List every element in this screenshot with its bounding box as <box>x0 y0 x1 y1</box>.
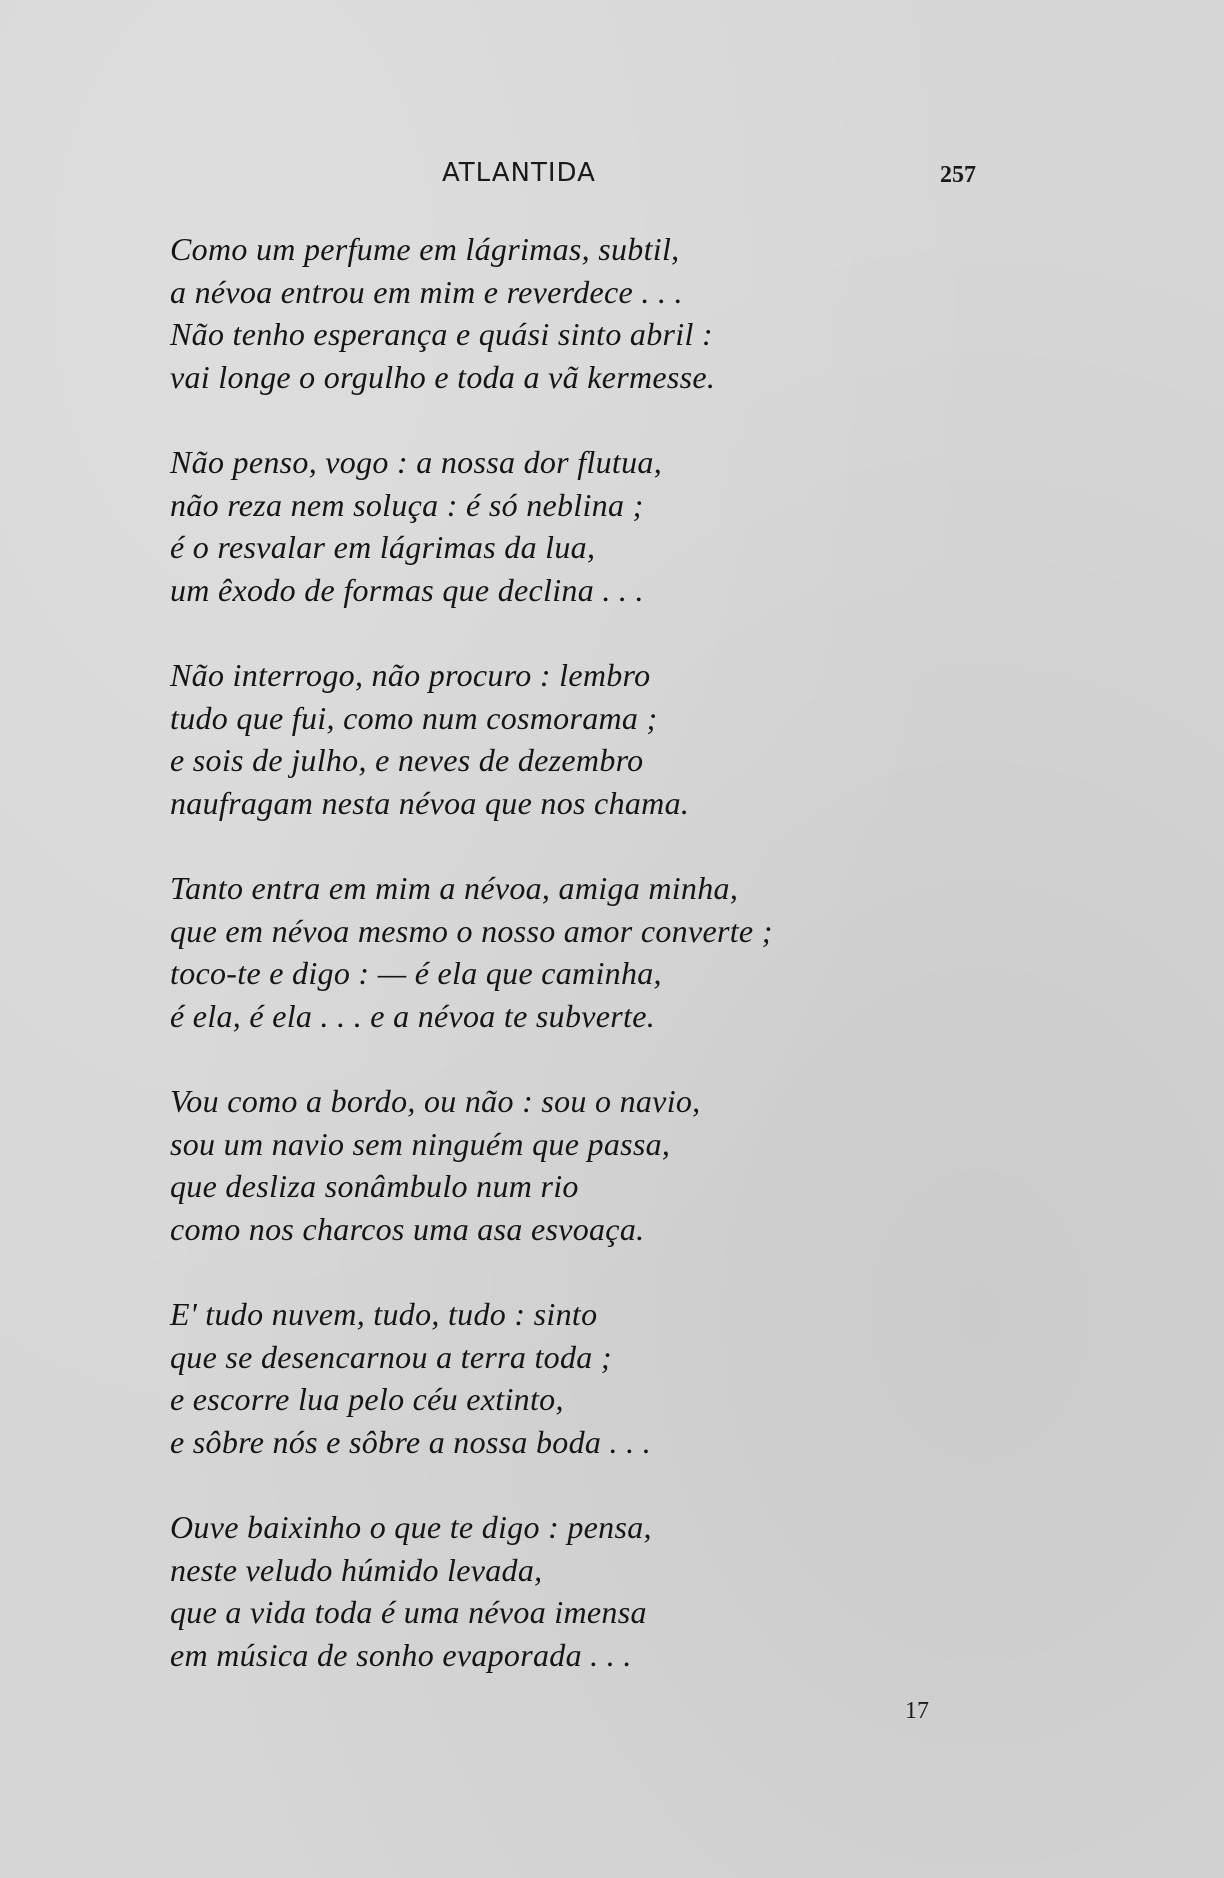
verse-line: em música de sonho evaporada . . . <box>170 1636 632 1673</box>
verse-line: que em névoa mesmo o nosso amor converte ; <box>170 912 773 949</box>
verse-line: neste veludo húmido levada, <box>170 1551 543 1588</box>
verse-line: e escorre lua pelo céu extinto, <box>170 1381 564 1417</box>
verse-line: não reza nem soluça : é só neblina ; <box>170 486 644 523</box>
running-head <box>0 158 1224 198</box>
stanza <box>170 867 1050 1037</box>
verse-line: Ouve baixinho o que te digo : pensa, <box>170 1509 652 1545</box>
verse-line: Vou como a bordo, ou não : sou o navio, <box>170 1083 701 1119</box>
stanza <box>170 1080 1050 1250</box>
poem <box>170 228 1050 1719</box>
verse-line: tudo que fui, como num cosmorama ; <box>170 699 658 736</box>
verse-line: Não tenho esperança e quási sinto abril : <box>170 316 713 352</box>
verse-line: Tanto entra em mim a névoa, amiga minha, <box>170 870 739 906</box>
verse-line: Não penso, vogo : a nossa dor flutua, <box>170 444 662 480</box>
verse-line: E' tudo nuvem, tudo, tudo : sinto <box>170 1296 598 1332</box>
verse-line: é ela, é ela . . . e a névoa te subverte. <box>170 997 656 1034</box>
verse-line: Não interrogo, não procuro : lembro <box>170 657 651 693</box>
verse-line: que desliza sonâmbulo num rio <box>170 1168 579 1204</box>
verse-line: que a vida toda é uma névoa imensa <box>170 1594 647 1630</box>
stanza <box>170 228 1050 398</box>
verse-line: naufragam nesta névoa que nos chama. <box>170 784 690 821</box>
signature-mark: 17 <box>905 1698 929 1724</box>
verse-line: Como um perfume em lágrimas, subtil, <box>170 231 680 267</box>
verse-line: a névoa entrou em mim e reverdece . . . <box>170 273 683 310</box>
verse-line: como nos charcos uma asa esvoaça. <box>170 1210 645 1247</box>
verse-line: e sois de julho, e neves de dezembro <box>170 742 644 778</box>
stanza <box>170 654 1050 824</box>
verse-line: toco-te e digo : — é ela que caminha, <box>170 955 662 991</box>
stanza <box>170 1293 1050 1463</box>
verse-line: sou um navio sem ninguém que passa, <box>170 1125 671 1162</box>
verse-line: vai longe o orgulho e toda a vã kermesse. <box>170 358 716 395</box>
page-number: 257 <box>940 162 976 188</box>
running-title: ATLANTIDA <box>442 158 596 188</box>
verse-line: um êxodo de formas que declina . . . <box>170 571 644 608</box>
verse-line: e sôbre nós e sôbre a nossa boda . . . <box>170 1423 652 1460</box>
verse-line: que se desencarnou a terra toda ; <box>170 1338 612 1375</box>
verse-line: é o resvalar em lágrimas da lua, <box>170 529 596 565</box>
stanza <box>170 1506 1050 1676</box>
stanza <box>170 441 1050 611</box>
